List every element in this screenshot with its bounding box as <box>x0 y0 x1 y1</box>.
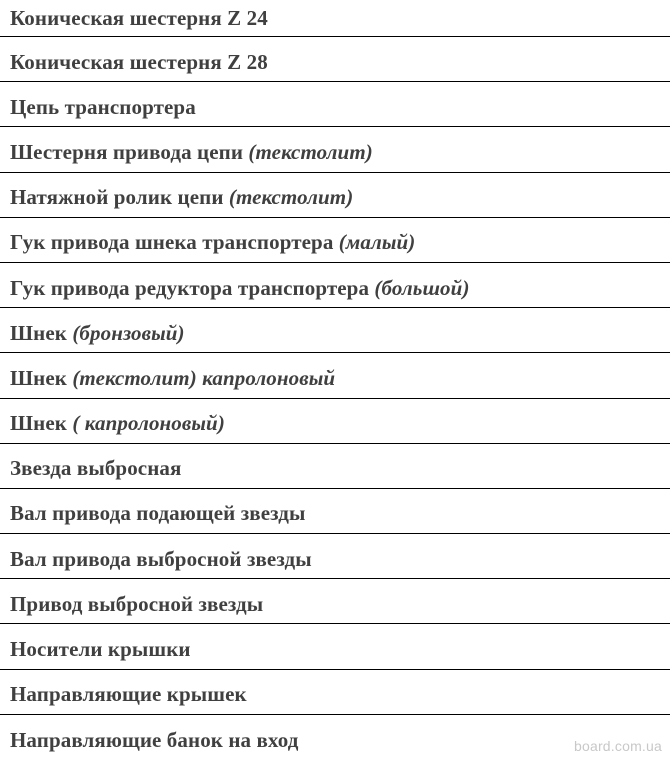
list-item <box>0 37 670 82</box>
item-text: Коническая шестерня Z 24 <box>10 5 268 30</box>
item-text: Коническая шестерня Z 28 <box>10 49 268 74</box>
watermark: board.com.ua <box>573 738 662 754</box>
list-item <box>0 444 670 489</box>
item-text: Направляющие крышек <box>10 682 247 707</box>
list-item <box>0 127 670 172</box>
list-item <box>0 0 670 37</box>
list-item <box>0 489 670 534</box>
list-item <box>0 263 670 308</box>
list-item <box>0 399 670 444</box>
item-text: Шнек ( капролоновый) <box>10 411 225 436</box>
list-item <box>0 308 670 353</box>
item-text: Гук привода редуктора транспортера (большой) <box>10 275 470 300</box>
item-text: Шестерня привода цепи (текстолит) <box>10 139 373 164</box>
list-item <box>0 218 670 263</box>
list-item <box>0 715 670 760</box>
list-item <box>0 624 670 669</box>
list-item <box>0 353 670 398</box>
item-text: Шнек (бронзовый) <box>10 320 185 345</box>
item-text: Направляющие банок на вход <box>10 727 299 752</box>
item-text: Цепь транспортера <box>10 94 196 119</box>
list-item <box>0 670 670 715</box>
item-text: Шнек (текстолит) капролоновый <box>10 365 336 390</box>
item-text: Звезда выбросная <box>10 456 182 481</box>
item-text: Носители крышки <box>10 637 191 662</box>
list-item <box>0 82 670 127</box>
list-item <box>0 534 670 579</box>
item-text: Вал привода выбросной звезды <box>10 546 312 571</box>
item-text: Привод выбросной звезды <box>10 591 264 616</box>
item-text: Вал привода подающей звезды <box>10 501 306 526</box>
item-text: Натяжной ролик цепи (текстолит) <box>10 185 354 210</box>
list-item <box>0 579 670 624</box>
item-text: Гук привода шнека транспортера (малый) <box>10 230 416 255</box>
list-item <box>0 173 670 218</box>
